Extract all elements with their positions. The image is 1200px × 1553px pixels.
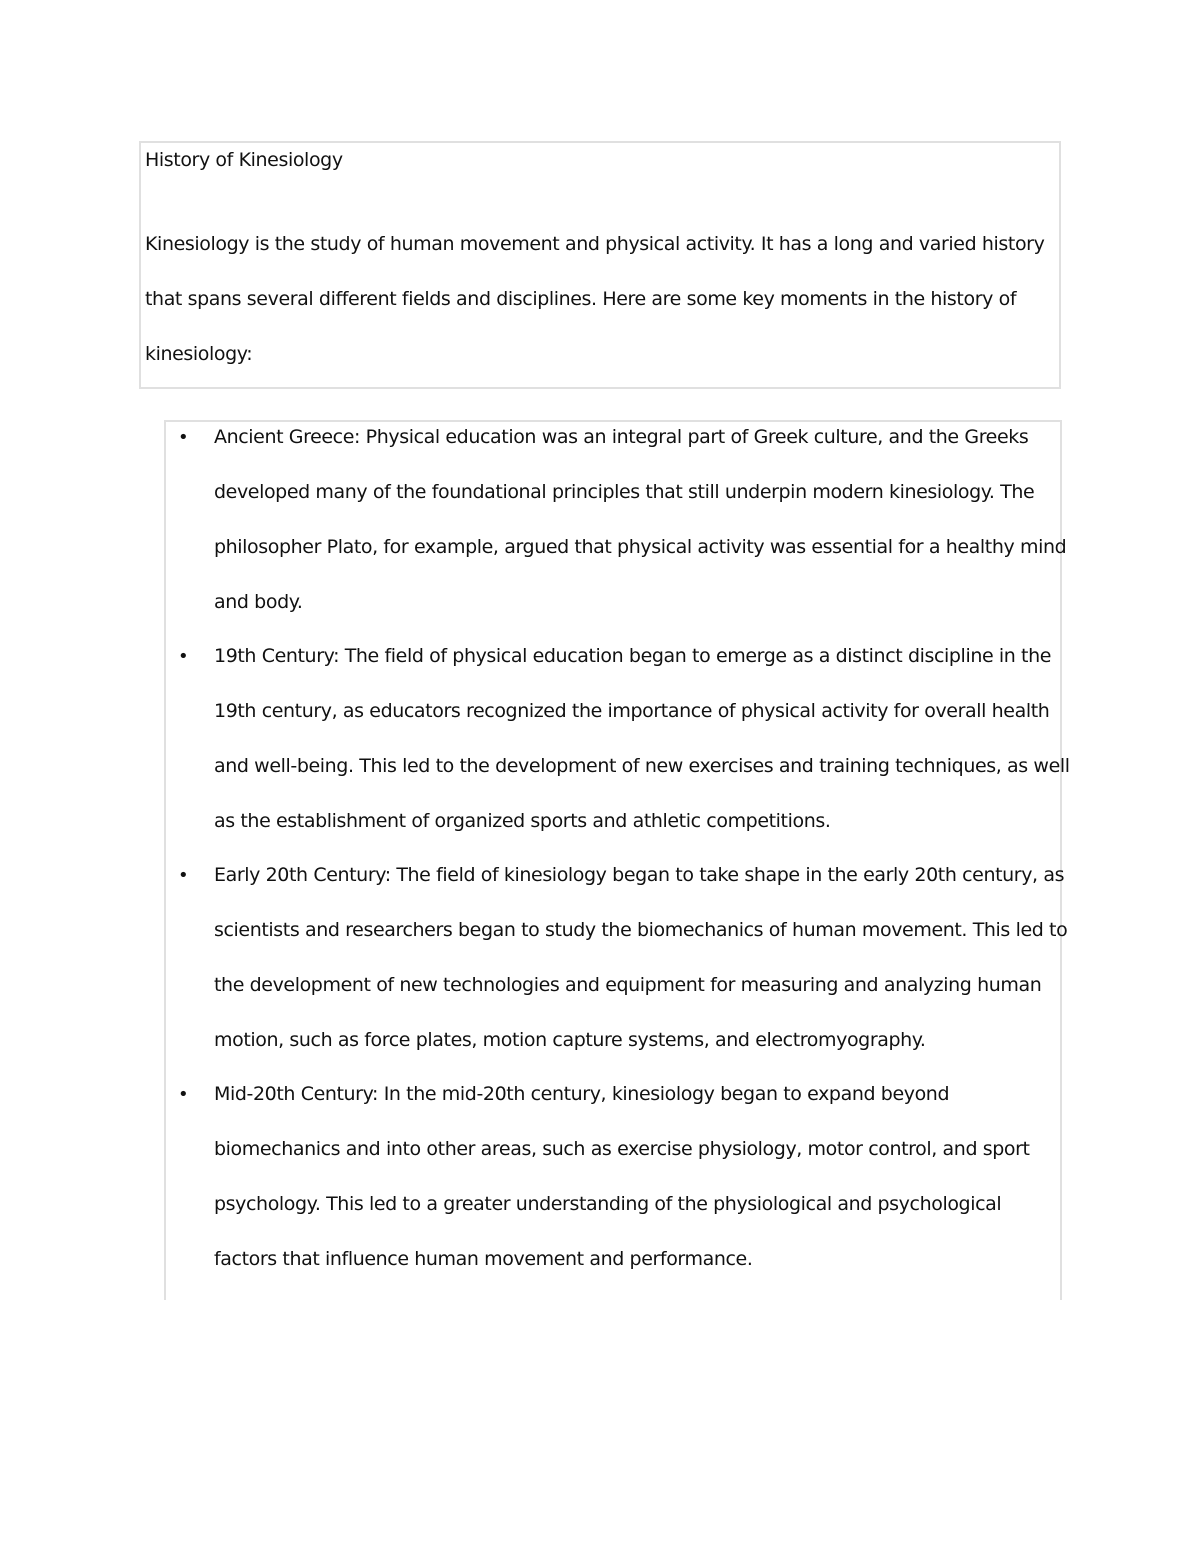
list-item-line: developed many of the foundational principles that still underpin modern kinesiology. The <box>214 481 1035 503</box>
list-item-line: Early 20th Century: The field of kinesiology began to take shape in the early 20th century, as <box>214 864 1065 886</box>
list-item-line: philosopher Plato, for example, argued that physical activity was essential for a healthy mind <box>214 536 1067 558</box>
list-item-line: the development of new technologies and equipment for measuring and analyzing human <box>214 974 1042 996</box>
list-item-line: Mid-20th Century: In the mid-20th century, kinesiology began to expand beyond <box>214 1083 950 1105</box>
list-item-line: as the establishment of organized sports and athletic competitions. <box>214 810 831 832</box>
list-item-line: and body. <box>214 591 303 613</box>
list-item-line: 19th century, as educators recognized the importance of physical activity for overall health <box>214 700 1050 722</box>
bullet-marker: • <box>178 1084 189 1105</box>
bullet-marker: • <box>178 865 189 886</box>
list-item-line: Ancient Greece: Physical education was an integral part of Greek culture, and the Greeks <box>214 426 1029 448</box>
list-item-line: scientists and researchers began to study the biomechanics of human movement. This led to <box>214 919 1068 941</box>
bullet-marker: • <box>178 646 189 667</box>
list-item-line: motion, such as force plates, motion capture systems, and electromyography. <box>214 1029 926 1051</box>
intro-line: kinesiology: <box>145 343 253 365</box>
list-item-line: psychology. This led to a greater understanding of the physiological and psychological <box>214 1193 1002 1215</box>
intro-line: that spans several different fields and disciplines. Here are some key moments in the history of <box>145 288 1017 310</box>
bulleted-list-box <box>164 420 1070 1300</box>
list-item-line: factors that influence human movement and performance. <box>214 1248 753 1270</box>
document-title: History of Kinesiology <box>145 149 343 171</box>
list-item-line: biomechanics and into other areas, such as exercise physiology, motor control, and sport <box>214 1138 1030 1160</box>
list-item-line: 19th Century: The field of physical education began to emerge as a distinct discipline in the <box>214 645 1052 667</box>
bullet-marker: • <box>178 427 189 448</box>
intro-line: Kinesiology is the study of human movement and physical activity. It has a long and varied history <box>145 233 1045 255</box>
intro-text-box <box>139 141 1061 389</box>
list-item-line: and well-being. This led to the development of new exercises and training techniques, as well <box>214 755 1070 777</box>
